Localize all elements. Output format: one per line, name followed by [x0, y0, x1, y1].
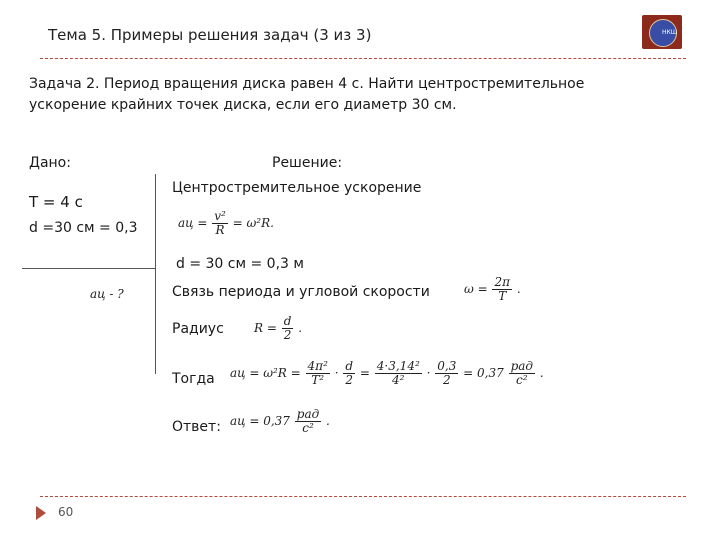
f2-numerator: 2π	[494, 275, 511, 289]
slide-title: Тема 5. Примеры решения задач (3 из 3)	[48, 26, 372, 44]
bottom-divider	[40, 496, 686, 497]
formula-centripetal	[178, 210, 274, 237]
f1-denominator: R	[215, 223, 225, 237]
f5-unit-denominator: с²	[302, 421, 314, 435]
f5-unit-fraction	[295, 408, 321, 435]
solution-line-2: d = 30 см = 0,3 м	[176, 256, 304, 272]
f4-denominator-4: 2	[442, 373, 451, 387]
f4-result: = 0,37	[463, 366, 504, 380]
play-arrow-icon	[36, 506, 46, 520]
f3-fraction	[282, 315, 294, 342]
f4-numerator-2: d	[345, 359, 354, 373]
solution-line-5: Тогда	[172, 371, 215, 387]
f4-fraction-3	[375, 360, 422, 387]
formula-radius	[254, 315, 302, 342]
solution-line-4: Радиус	[172, 321, 224, 337]
f4-fraction-2	[343, 360, 355, 387]
f4-unit-fraction	[509, 360, 535, 387]
find-quantity: aц - ?	[90, 287, 124, 301]
f2-denominator: T	[498, 289, 507, 303]
f2-end: .	[516, 282, 521, 296]
f3-numerator: d	[283, 314, 292, 328]
f1-lhs: aц =	[178, 216, 208, 230]
given-vertical-divider	[155, 174, 156, 374]
f3-end: .	[298, 321, 303, 335]
formula-calculation	[230, 360, 544, 387]
f1-fraction	[212, 210, 228, 237]
given-period: T = 4 c	[29, 193, 83, 211]
given-heading: Дано:	[29, 155, 71, 171]
solution-line-3: Связь периода и угловой скорости	[172, 284, 430, 300]
f4-fraction-1	[306, 360, 330, 387]
solution-heading: Решение:	[272, 155, 343, 171]
f1-rhs: = ω²R.	[232, 216, 274, 230]
f4-end: .	[539, 366, 544, 380]
formula-angular-velocity	[464, 276, 521, 303]
logo-text: НКШ	[662, 29, 678, 36]
f4-numerator-3: 4·3,14²	[376, 359, 420, 373]
solution-line-6: Ответ:	[172, 419, 221, 435]
f4-dot-1: ·	[334, 366, 339, 380]
logo	[642, 15, 682, 49]
solution-line-1: Центростремительное ускорение	[172, 180, 422, 196]
top-divider	[40, 58, 686, 59]
f3-denominator: 2	[283, 328, 292, 342]
given-horizontal-divider	[22, 268, 155, 269]
f4-numerator-4: 0,3	[437, 359, 457, 373]
f4-lhs: aц = ω²R =	[230, 366, 301, 380]
task-line-2: ускорение крайних точек диска, если его диаметр 30 см.	[29, 97, 457, 113]
task-statement	[29, 74, 679, 116]
f4-fraction-4	[435, 360, 458, 387]
f4-denominator-1: T²	[311, 373, 325, 387]
f4-denominator-3: 4²	[392, 373, 405, 387]
f4-denominator-2: 2	[345, 373, 354, 387]
formula-answer	[230, 408, 330, 435]
f4-unit-numerator: рад	[510, 359, 534, 373]
f5-end: .	[326, 414, 330, 428]
f2-fraction	[492, 276, 512, 303]
f4-numerator-1: 4π²	[307, 359, 328, 373]
f1-numerator: v²	[214, 209, 226, 223]
f4-unit-denominator: с²	[516, 373, 528, 387]
page-number: 60	[58, 505, 74, 519]
f4-dot-2: ·	[426, 366, 431, 380]
f2-lhs: ω =	[464, 282, 488, 296]
given-diameter: d =30 см = 0,3	[29, 220, 138, 236]
f3-lhs: R =	[254, 321, 277, 335]
task-line-1: Задача 2. Период вращения диска равен 4 с. Найти центростремительное	[29, 76, 585, 92]
f5-unit-numerator: рад	[296, 407, 320, 421]
f4-equals: =	[359, 366, 370, 380]
f5-lhs: aц = 0,37	[230, 414, 290, 428]
